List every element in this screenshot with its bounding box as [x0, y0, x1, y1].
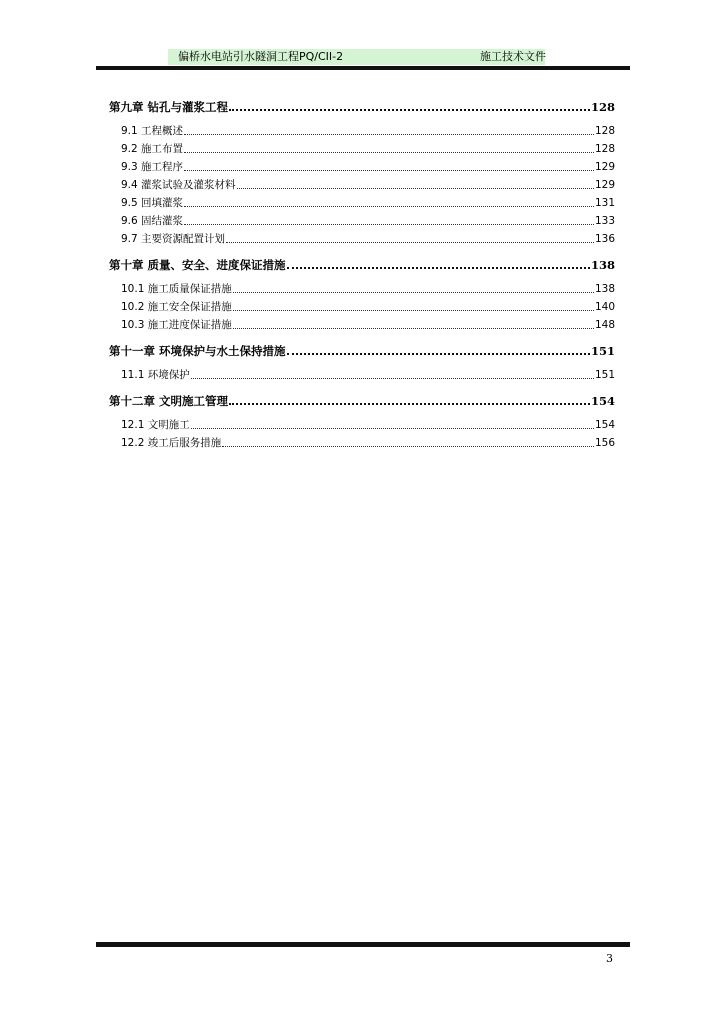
toc-section-title: 10.2 施工安全保证措施	[121, 301, 232, 313]
toc-section-entry[interactable]	[109, 120, 615, 138]
toc-leader-dots	[226, 241, 594, 243]
toc-leader-dots	[233, 327, 594, 329]
toc-chapter-entry[interactable]	[109, 254, 615, 272]
toc-chapter-group	[109, 340, 615, 382]
toc-page-number: 154	[590, 394, 615, 408]
toc-leader-dots	[184, 133, 594, 135]
toc-chapter-group	[109, 96, 615, 246]
toc-section-entry[interactable]	[109, 314, 615, 332]
toc-section-title: 9.7 主要资源配置计划	[121, 233, 226, 245]
toc-leader-dots	[184, 151, 594, 153]
page-number: 3	[606, 952, 613, 965]
footer-divider	[96, 942, 630, 947]
toc-section-entry[interactable]	[109, 432, 615, 450]
toc-page-number: 129	[594, 161, 615, 173]
toc-section-entry[interactable]	[109, 138, 615, 156]
toc-leader-dots	[233, 291, 594, 293]
toc-section-title: 10.3 施工进度保证措施	[121, 319, 232, 331]
toc-page-number: 128	[594, 125, 615, 137]
toc-leader-dots	[191, 377, 594, 379]
toc-page-number: 138	[594, 283, 615, 295]
toc-leader-dots	[287, 352, 590, 355]
toc-page-number: 140	[594, 301, 615, 313]
toc-page-number: 148	[594, 319, 615, 331]
toc-section-title: 9.6 固结灌浆	[121, 215, 184, 227]
toc-section-title: 9.4 灌浆试验及灌浆材料	[121, 179, 236, 191]
toc-section-title: 12.1 文明施工	[121, 419, 190, 431]
toc-leader-dots	[229, 402, 590, 405]
toc-leader-dots	[287, 266, 590, 269]
toc-chapter-group	[109, 254, 615, 332]
toc-leader-dots	[191, 427, 594, 429]
toc-leader-dots	[233, 309, 594, 311]
toc-section-entry[interactable]	[109, 156, 615, 174]
toc-section-title: 11.1 环境保护	[121, 369, 190, 381]
toc-page-number: 131	[594, 197, 615, 209]
toc-section-title: 9.1 工程概述	[121, 125, 184, 137]
toc-section-entry[interactable]	[109, 296, 615, 314]
toc-page-number: 154	[594, 419, 615, 431]
toc-page-number: 151	[594, 369, 615, 381]
toc-page-number: 128	[594, 143, 615, 155]
toc-chapter-title: 第九章 钻孔与灌浆工程	[109, 100, 229, 114]
toc-chapter-title: 第十一章 环境保护与水土保持措施	[109, 344, 286, 358]
toc-section-entry[interactable]	[109, 414, 615, 432]
toc-page-number: 128	[590, 100, 615, 114]
toc-chapter-title: 第十章 质量、安全、进度保证措施	[109, 258, 286, 272]
toc-leader-dots	[184, 205, 594, 207]
table-of-contents	[109, 96, 615, 458]
toc-leader-dots	[222, 445, 594, 447]
toc-section-entry[interactable]	[109, 174, 615, 192]
toc-section-entry[interactable]	[109, 364, 615, 382]
toc-page-number: 156	[594, 437, 615, 449]
toc-section-title: 10.1 施工质量保证措施	[121, 283, 232, 295]
toc-section-entry[interactable]	[109, 210, 615, 228]
toc-page-number: 138	[590, 258, 615, 272]
toc-leader-dots	[229, 108, 590, 111]
toc-page-number: 133	[594, 215, 615, 227]
toc-chapter-entry[interactable]	[109, 340, 615, 358]
toc-section-title: 9.2 施工布置	[121, 143, 184, 155]
toc-chapter-entry[interactable]	[109, 390, 615, 408]
toc-page-number: 151	[590, 344, 615, 358]
toc-page-number: 136	[594, 233, 615, 245]
toc-leader-dots	[237, 187, 594, 189]
toc-leader-dots	[184, 223, 594, 225]
toc-section-title: 9.3 施工程序	[121, 161, 184, 173]
toc-section-title: 9.5 回填灌浆	[121, 197, 184, 209]
header-document-type: 施工技术文件	[480, 50, 546, 63]
toc-leader-dots	[184, 169, 594, 171]
toc-chapter-entry[interactable]	[109, 96, 615, 114]
toc-chapter-title: 第十二章 文明施工管理	[109, 394, 229, 408]
header-divider	[96, 66, 630, 70]
header-project-title: 偏桥水电站引水隧洞工程PQ/CII-2	[178, 50, 344, 63]
toc-section-title: 12.2 竣工后服务措施	[121, 437, 222, 449]
toc-page-number: 129	[594, 179, 615, 191]
toc-section-entry[interactable]	[109, 192, 615, 210]
toc-section-entry[interactable]	[109, 228, 615, 246]
toc-section-entry[interactable]	[109, 278, 615, 296]
toc-chapter-group	[109, 390, 615, 450]
